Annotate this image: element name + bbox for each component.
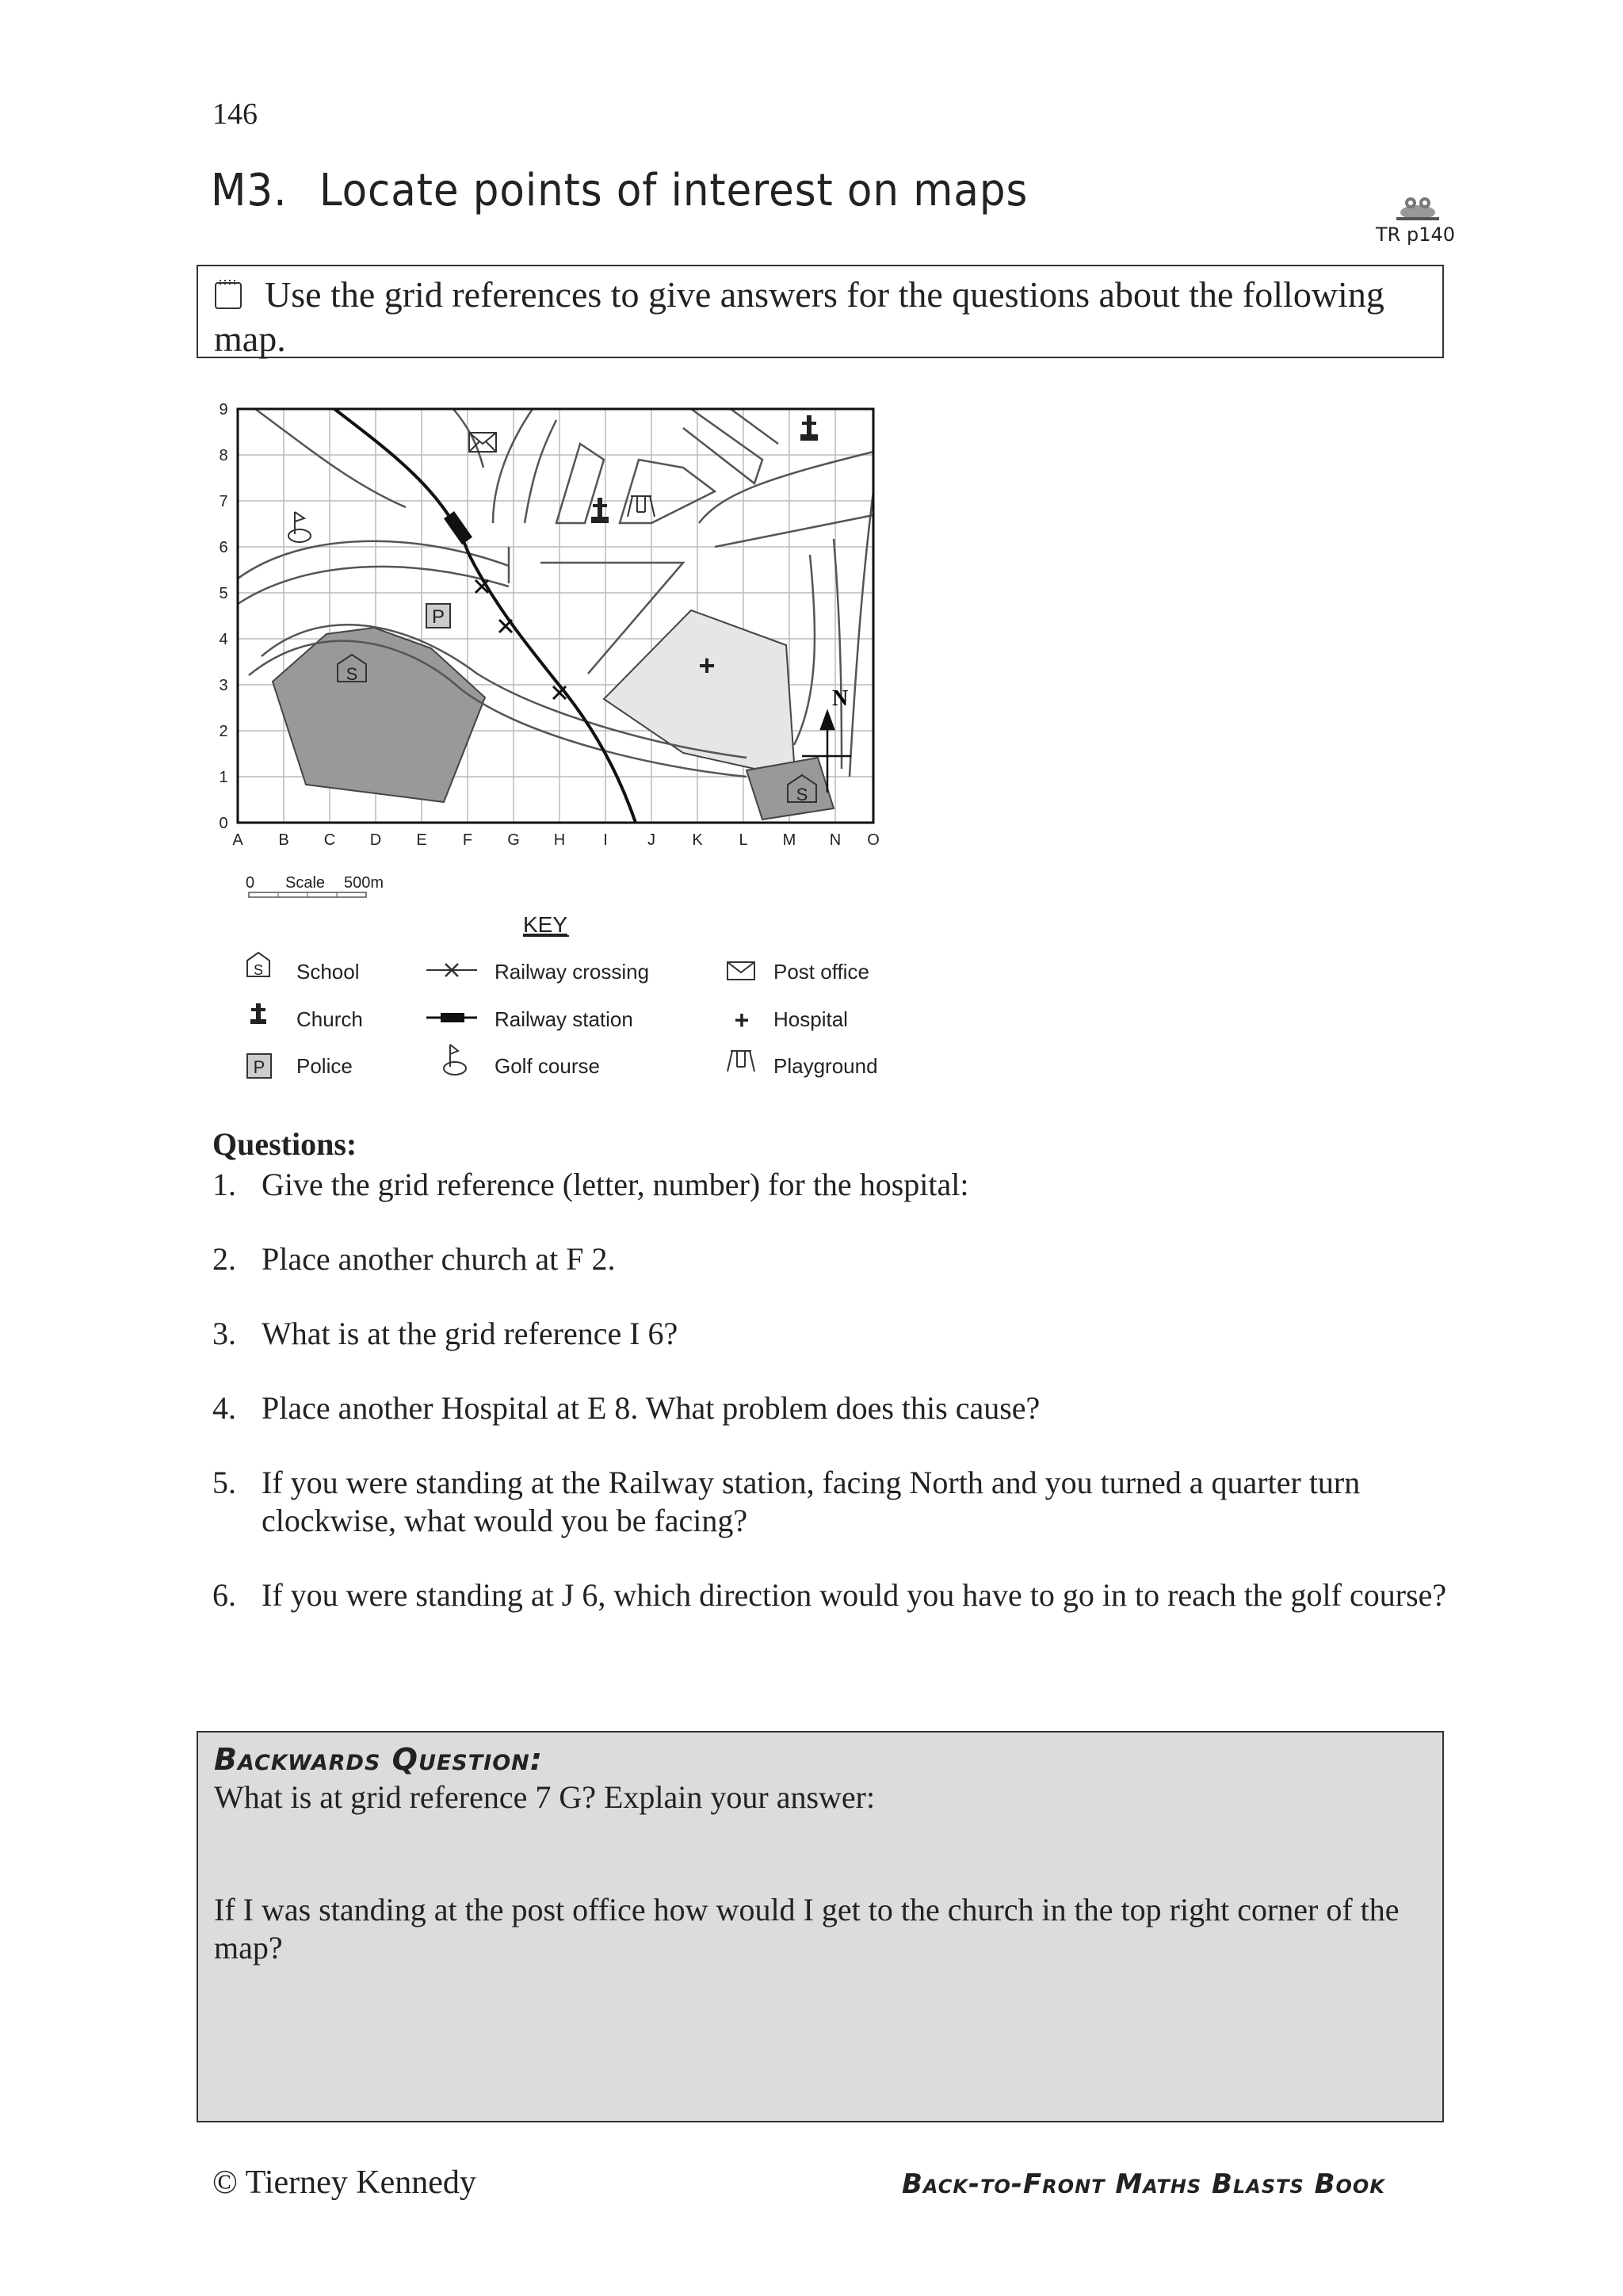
svg-text:500m: 500m (344, 874, 384, 892)
key-item-railway-station (426, 1007, 633, 1031)
key-title: KEY (523, 912, 568, 937)
svg-text:Church: Church (296, 1007, 363, 1031)
svg-text:E: E (416, 831, 427, 849)
frog-logo-icon (1393, 193, 1442, 225)
svg-text:1: 1 (219, 769, 228, 786)
svg-text:M: M (782, 831, 796, 849)
key-item-hospital (735, 1006, 848, 1034)
svg-text:P: P (253, 1057, 265, 1077)
svg-text:S: S (253, 962, 264, 978)
backwards-question-1: What is at grid reference 7 G? Explain your answer: (214, 1779, 876, 1815)
golf-course-symbol (288, 512, 311, 542)
backwards-question-title: Backwards Question: (214, 1742, 543, 1777)
row-labels (219, 401, 227, 832)
svg-text:P: P (431, 606, 445, 628)
svg-text:Playground: Playground (773, 1054, 878, 1078)
key-item-golf-course (444, 1045, 600, 1078)
section-code: M3. (211, 165, 288, 216)
svg-text:Hospital: Hospital (773, 1007, 848, 1031)
svg-text:Railway crossing: Railway crossing (495, 960, 650, 984)
question-item: 1. Give the grid reference (letter, number) for the hospital: (212, 1167, 969, 1202)
svg-text:0: 0 (246, 874, 255, 892)
teacher-resource-reference: TR p140 (1376, 223, 1456, 246)
key-item-school (247, 953, 360, 984)
grid-map (208, 396, 921, 1110)
key-item-police (247, 1054, 353, 1078)
scale-bar (246, 874, 384, 897)
key-item-church (250, 1003, 363, 1031)
svg-text:School: School (296, 960, 360, 984)
question-item: 2. Place another church at F 2. (212, 1241, 616, 1277)
instruction-text: Use the grid references to give answers for the questions about the following map. (214, 274, 1384, 359)
svg-text:D: D (369, 831, 382, 849)
svg-text:H: H (553, 831, 566, 849)
questions-heading: Questions: (212, 1126, 357, 1162)
section-title: Locate points of interest on maps (319, 165, 1029, 216)
svg-text:K: K (692, 831, 703, 849)
question-item: 6. If you were standing at J 6, which direction would you have to go in to reach the golf course? (212, 1577, 1447, 1613)
north-label: N (832, 686, 849, 711)
church-symbol-2 (800, 415, 818, 441)
svg-text:2: 2 (219, 723, 228, 740)
svg-text:Post office: Post office (773, 960, 869, 984)
svg-text:S: S (346, 664, 358, 684)
svg-text:Scale: Scale (285, 874, 326, 892)
svg-text:G: G (507, 831, 520, 849)
key-item-post-office (727, 960, 869, 984)
svg-text:B: B (278, 831, 289, 849)
backwards-question-box (197, 1731, 1444, 2122)
svg-text:O: O (867, 831, 880, 849)
column-labels (232, 831, 879, 849)
key-item-playground (727, 1051, 878, 1078)
svg-text:J: J (647, 831, 655, 849)
notepad-icon (214, 278, 242, 310)
hospital-grounds-area (604, 610, 794, 769)
page-title (211, 165, 1028, 216)
svg-text:8: 8 (219, 447, 228, 464)
question-item: 3. What is at the grid reference I 6? (212, 1316, 678, 1351)
svg-text:S: S (796, 785, 808, 804)
key-item-railway-crossing (426, 960, 649, 984)
playground-symbol (628, 496, 655, 517)
post-office-symbol (469, 433, 496, 452)
school-grounds-area (273, 628, 485, 802)
svg-text:Golf course: Golf course (495, 1054, 600, 1078)
svg-text:Railway station: Railway station (495, 1007, 633, 1031)
hospital-symbol: + (698, 649, 716, 682)
svg-text:Police: Police (296, 1054, 353, 1078)
backwards-question-2: If I was standing at the post office how would I get to the church in the top right corner of the map? (214, 1892, 1400, 1966)
svg-text:3: 3 (219, 677, 228, 694)
page-number: 146 (212, 97, 258, 131)
svg-text:F: F (462, 831, 473, 849)
svg-text:A: A (232, 831, 243, 849)
svg-text:N: N (829, 831, 842, 849)
question-item: 4. Place another Hospital at E 8. What problem does this cause? (212, 1390, 1041, 1426)
svg-text:6: 6 (219, 539, 228, 556)
svg-text:C: C (323, 831, 336, 849)
book-title: Back-to-Front Maths Blasts Book (902, 2168, 1385, 2200)
svg-text:7: 7 (219, 493, 228, 510)
svg-text:5: 5 (219, 585, 228, 602)
question-item: 5. If you were standing at the Railway station, facing North and you turned a quarter turn clockwise, what would you be facing? (212, 1465, 1361, 1538)
svg-text:9: 9 (219, 401, 228, 418)
svg-text:L: L (739, 831, 748, 849)
questions-section (212, 1125, 1449, 1614)
police-symbol (426, 604, 450, 628)
instruction-box (197, 265, 1444, 358)
svg-text:0: 0 (219, 815, 228, 832)
svg-text:I: I (603, 831, 608, 849)
svg-text:+: + (734, 1006, 750, 1034)
svg-text:4: 4 (219, 631, 228, 648)
copyright: © Tierney Kennedy (212, 2164, 476, 2201)
